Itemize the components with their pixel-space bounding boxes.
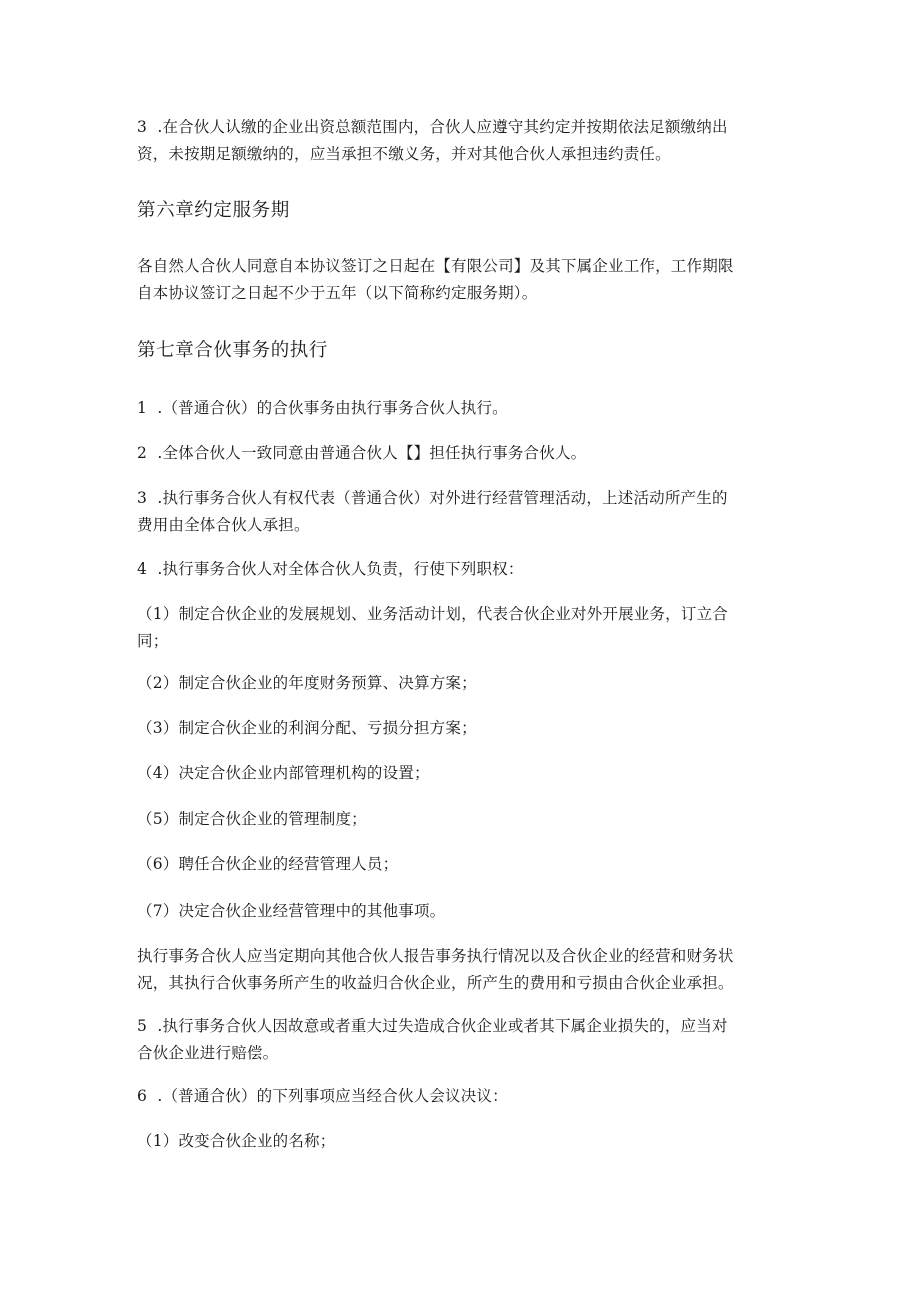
text-line: （2）制定合伙企业的年度财务预算、决算方案；	[137, 674, 477, 692]
clause-2	[137, 440, 787, 467]
power-item-5	[137, 806, 787, 833]
resolution-item-1	[137, 1128, 787, 1155]
clause-5	[137, 1013, 787, 1067]
clause-1	[137, 395, 787, 422]
text-line: 资，未按期足额缴纳的，应当承担不缴义务，并对其他合伙人承担违约责任。	[137, 145, 671, 163]
text-line: 5 .执行事务合伙人因故意或者重大过失造成合伙企业或者其下属企业损失的，应当对	[137, 1017, 728, 1035]
text-line: 4 .执行事务合伙人对全体合伙人负责，行使下列职权：	[137, 560, 524, 578]
text-line: 6 .（普通合伙）的下列事项应当经合伙人会议决议：	[137, 1087, 508, 1105]
text-line: 各自然人合伙人同意自本协议签订之日起在【有限公司】及其下属企业工作，工作期限	[137, 257, 734, 275]
text-line: （4）决定合伙企业内部管理机构的设置；	[137, 764, 430, 782]
clause-6	[137, 1083, 787, 1110]
heading-text: 第六章约定服务期	[137, 200, 290, 221]
reporting-paragraph	[137, 943, 787, 997]
chapter-6-heading	[137, 197, 787, 225]
power-item-6	[137, 851, 787, 878]
text-line: （1）制定合伙企业的发展规划、业务活动计划，代表合伙企业对外开展业务，订立合	[137, 605, 728, 623]
text-line: （1）改变合伙企业的名称；	[137, 1132, 336, 1150]
text-line: （7）决定合伙企业经营管理中的其他事项。	[137, 902, 446, 920]
power-item-2	[137, 670, 787, 697]
heading-text: 第七章合伙事务的执行	[137, 340, 329, 361]
text-line: 况，其执行合伙事务所产生的收益归合伙企业，所产生的费用和亏损由合伙企业承担。	[137, 974, 734, 992]
chapter-7-heading	[137, 337, 787, 365]
text-line: 合伙企业进行赔偿。	[137, 1044, 279, 1062]
power-item-7	[137, 898, 787, 925]
text-line: （6）聘任合伙企业的经营管理人员；	[137, 855, 399, 873]
text-line: 3 .在合伙人认缴的企业出资总额范围内，合伙人应遵守其约定并按期依法足额缴纳出	[137, 118, 728, 136]
clause-3-authority	[137, 485, 787, 539]
text-line: 执行事务合伙人应当定期向其他合伙人报告事务执行情况以及合伙企业的经营和财务状	[137, 947, 734, 965]
text-line: （3）制定合伙企业的利润分配、亏损分担方案；	[137, 719, 477, 737]
power-item-4	[137, 760, 787, 787]
clause-4	[137, 556, 787, 583]
text-line: 1 .（普通合伙）的合伙事务由执行事务合伙人执行。	[137, 399, 508, 417]
text-line: 同；	[137, 632, 169, 650]
text-line: 3 .执行事务合伙人有权代表（普通合伙）对外进行经营管理活动，上述活动所产生的	[137, 489, 728, 507]
text-line: （5）制定合伙企业的管理制度；	[137, 810, 367, 828]
power-item-3	[137, 715, 787, 742]
service-period-paragraph	[137, 253, 787, 307]
text-line: 自本协议签订之日起不少于五年（以下简称约定服务期）。	[137, 284, 538, 302]
clause-3-contribution	[137, 114, 787, 168]
text-line: 费用由全体合伙人承担。	[137, 516, 310, 534]
text-line: 2 .全体合伙人一致同意由普通合伙人【】担任执行事务合伙人。	[137, 444, 587, 462]
power-item-1	[137, 601, 787, 655]
